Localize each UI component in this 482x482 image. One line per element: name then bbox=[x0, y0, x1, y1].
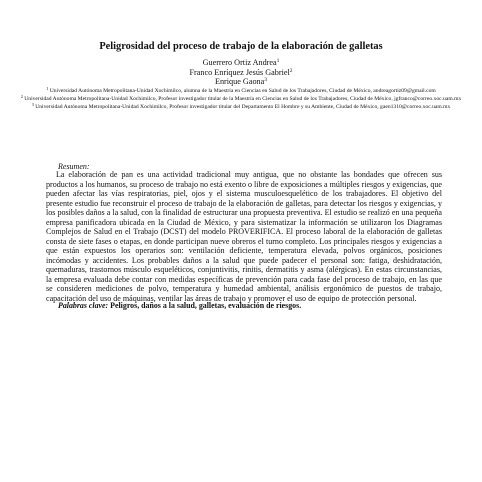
affiliation-mark: 3 bbox=[31, 102, 34, 107]
affiliation bbox=[20, 88, 462, 95]
author-mark: 1 bbox=[276, 58, 280, 64]
author-list bbox=[0, 58, 482, 87]
affiliation-mark: 2 bbox=[20, 94, 23, 99]
author-name: Enrique Gaona bbox=[214, 77, 265, 87]
keywords-line bbox=[58, 301, 301, 310]
author-name: Guerrero Ortiz Andrea bbox=[202, 58, 277, 67]
affiliation-text: Universidad Autónoma Metropolitana-Unidad Xochimilco, Profesor investigador titular de la Maestría en Ciencias en Salud de los Trabajadores, Ciudad de México, jgfranco@correo.xoc.uam.mx bbox=[24, 96, 462, 102]
keywords-text: Peligros, daños a la salud, galletas, evaluación de riesgos. bbox=[110, 301, 302, 310]
affiliation-mark: 1 bbox=[46, 86, 49, 91]
affiliation bbox=[20, 96, 462, 103]
author-mark: 3 bbox=[264, 77, 268, 84]
affiliation-text: Universidad Autónoma Metropolitana-Unidad Xochimilco, Profesor investigador titular del Departamento El Hombre y su Ambiente, Ciudad de México, gaen1310@correo.xoc.uam.mx bbox=[35, 104, 451, 110]
author-line bbox=[0, 68, 482, 78]
paper-title: Peligrosidad del proceso de trabajo de la elaboración de galletas bbox=[99, 41, 383, 52]
affiliation-list bbox=[20, 88, 462, 112]
abstract-body: La elaboración de pan es una actividad tradicional muy antigua, que no obstante las bondades que ofrecen sus productos a los humanos, su proceso de trabajo no está exento o libre de exposiciones a múltiples riesgos y exigencias, que pueden afectar las vías respiratorias, piel, ojos y el sistema musculoesquelético de los trabajadores. El objetivo del presente estudio fue reconstruir el proceso de trabajo de la elaboración de galletas, para detectar los riesgos y exigencias, y los posibles daños a la salud, con la finalidad de estructurar una propuesta preventiva. El estudio se realizó en una pequeña empresa panificadora ubicada en la Ciudad de México, y para sistematizar la información se utilizaron los Diagramas Complejos de Salud en el Trabajo (DCST) del modelo PROVERIFICA. El proceso laboral de la elaboración de galletas consta de siete fases o etapas, en donde participan nueve obreros el turno completo. Los principales riesgos y exigencias a que están expuestos los operarios son: ventilación deficiente, temperatura elevada, polvos orgánicos, posiciones incómodas y accidentes. Los probables daños a la salud que puede padecer el personal son: fatiga, deshidratación, quemaduras, trastornos músculo esqueléticos, conjuntivitis, rinitis, dermatitis y asma (alérgicas). En estas circunstancias, la empresa evaluada debe contar con medidas específicas de prevención para cada fase del proceso de trabajo, en las que se consideren mediciones de polvo, temperatura y humedad ambiental, análisis ergonómico de puestos de trabajo, capacitación del uso de máquinas, ventilar las áreas de trabajo y promover el uso de equipo de protección personal. bbox=[46, 170, 442, 303]
author-name: Franco Enríquez Jesús Gabriel bbox=[189, 67, 290, 77]
keywords-label: Palabras clave: bbox=[58, 301, 109, 310]
affiliation bbox=[20, 104, 462, 111]
abstract-heading: Resumen: bbox=[58, 162, 90, 171]
author-line bbox=[0, 58, 482, 68]
author-mark: 2 bbox=[289, 67, 293, 74]
affiliation-text: Universidad Autónoma Metropolitana-Unidad Xochimilco, alumna de la Maestría en Ciencias en Salud de los Trabajadores, Ciudad de México, andreagortiz09@gmail.com bbox=[49, 88, 436, 94]
author-line bbox=[0, 77, 482, 87]
